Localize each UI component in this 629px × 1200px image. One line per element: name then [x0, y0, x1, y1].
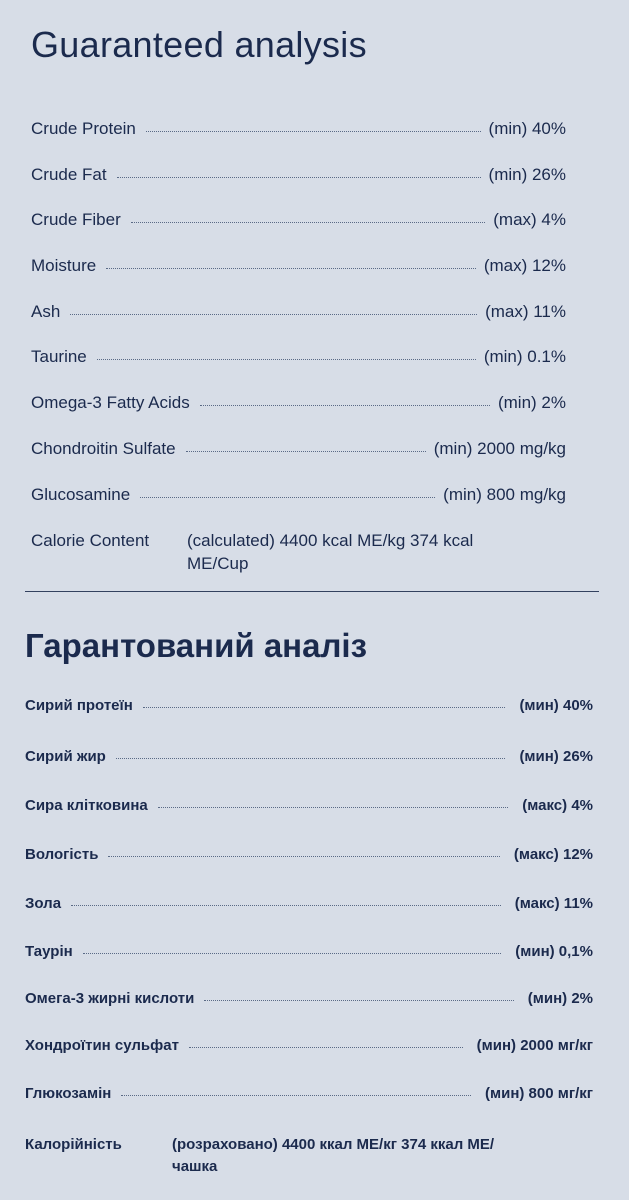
row-label: Омега-3 жирні кислоти	[25, 989, 195, 1007]
dotted-leader	[106, 268, 476, 269]
dotted-leader	[146, 131, 481, 132]
dotted-leader	[189, 1047, 463, 1048]
analysis-row-ua-taurine	[25, 941, 593, 961]
dotted-leader	[116, 758, 506, 759]
dotted-leader	[70, 314, 477, 315]
row-label: Crude Protein	[31, 119, 136, 138]
row-value: (min) 2%	[497, 393, 566, 412]
row-label: Таурін	[25, 942, 73, 960]
row-value: (мин) 2000 мг/кг	[476, 1036, 593, 1054]
analysis-row-crude-fat	[31, 164, 566, 186]
analysis-row-ash	[31, 301, 566, 323]
row-value: (min) 0.1%	[483, 347, 566, 366]
row-value: (max) 12%	[483, 256, 566, 275]
row-value: (макс) 12%	[513, 845, 593, 863]
row-value: (min) 2000 mg/kg	[433, 439, 566, 458]
analysis-row-ua-omega-3	[25, 988, 593, 1008]
row-label: Chondroitin Sulfate	[31, 439, 176, 458]
analysis-row-crude-fiber	[31, 209, 566, 231]
dotted-leader	[200, 405, 490, 406]
row-value: (min) 40%	[488, 119, 566, 138]
analysis-row-glucosamine	[31, 484, 566, 506]
page-title-en: Guaranteed analysis	[31, 24, 367, 65]
row-value: (min) 26%	[488, 165, 566, 184]
analysis-row-moisture	[31, 255, 566, 277]
row-label: Calorie Content	[31, 531, 150, 550]
row-label: Taurine	[31, 347, 87, 366]
row-label: Сирий протеїн	[25, 696, 133, 714]
analysis-row-ua-calorie	[25, 1134, 593, 1178]
analysis-row-ua-glucosamine	[25, 1083, 593, 1103]
row-label: Зола	[25, 894, 62, 912]
dotted-leader	[158, 807, 508, 808]
dotted-leader	[117, 177, 481, 178]
analysis-row-ua-chondroitin	[25, 1035, 593, 1055]
row-label: Glucosamine	[31, 485, 131, 504]
analysis-row-chondroitin	[31, 438, 566, 460]
dotted-leader	[131, 222, 486, 223]
analysis-row-ua-protein	[25, 695, 593, 715]
analysis-row-ua-moisture	[25, 844, 593, 864]
row-value: (макс) 4%	[522, 796, 593, 814]
dotted-leader	[97, 359, 476, 360]
row-label: Crude Fiber	[31, 210, 121, 229]
row-label: Калорійність	[25, 1136, 122, 1153]
dotted-leader	[83, 953, 502, 954]
row-label: Глюкозамін	[25, 1084, 112, 1102]
row-label: Omega-3 Fatty Acids	[31, 393, 190, 412]
analysis-row-calorie-content	[31, 529, 566, 575]
dotted-leader	[71, 905, 501, 906]
analysis-row-crude-protein	[31, 118, 566, 140]
row-label: Сира клітковина	[25, 796, 148, 814]
row-label: Вологість	[25, 845, 99, 863]
dotted-leader	[143, 707, 506, 708]
row-value: (max) 11%	[485, 302, 566, 321]
dotted-leader	[140, 497, 435, 498]
row-value: (min) 800 mg/kg	[443, 485, 566, 504]
row-value: (max) 4%	[493, 210, 566, 229]
row-label: Хондроїтин сульфат	[25, 1036, 179, 1054]
page-title-ua: Гарантований аналіз	[25, 627, 368, 664]
analysis-row-taurine	[31, 346, 566, 368]
analysis-row-ua-ash	[25, 893, 593, 913]
row-value: (мин) 2%	[527, 989, 593, 1007]
analysis-row-ua-fat	[25, 746, 593, 766]
row-value: (макс) 11%	[514, 894, 593, 912]
dotted-leader	[204, 1000, 513, 1001]
dotted-leader	[108, 856, 499, 857]
row-value: (мин) 0,1%	[515, 942, 593, 960]
analysis-row-omega-3	[31, 392, 566, 414]
row-label: Crude Fat	[31, 165, 107, 184]
row-label: Moisture	[31, 256, 97, 275]
row-value: (мин) 40%	[519, 696, 593, 714]
analysis-row-ua-fiber	[25, 795, 593, 815]
row-value: (мин) 800 мг/кг	[485, 1084, 593, 1102]
dotted-leader	[186, 451, 426, 452]
row-label: Сирий жир	[25, 747, 106, 765]
row-value: (calculated) 4400 kcal ME/kg 374 kcal ME/Cup	[187, 531, 474, 573]
section-divider	[25, 591, 599, 592]
row-value: (розраховано) 4400 ккал МЕ/кг 374 ккал МЕ/чашка	[172, 1136, 495, 1175]
row-label: Ash	[31, 302, 61, 321]
row-value: (мин) 26%	[519, 747, 593, 765]
dotted-leader	[121, 1095, 471, 1096]
